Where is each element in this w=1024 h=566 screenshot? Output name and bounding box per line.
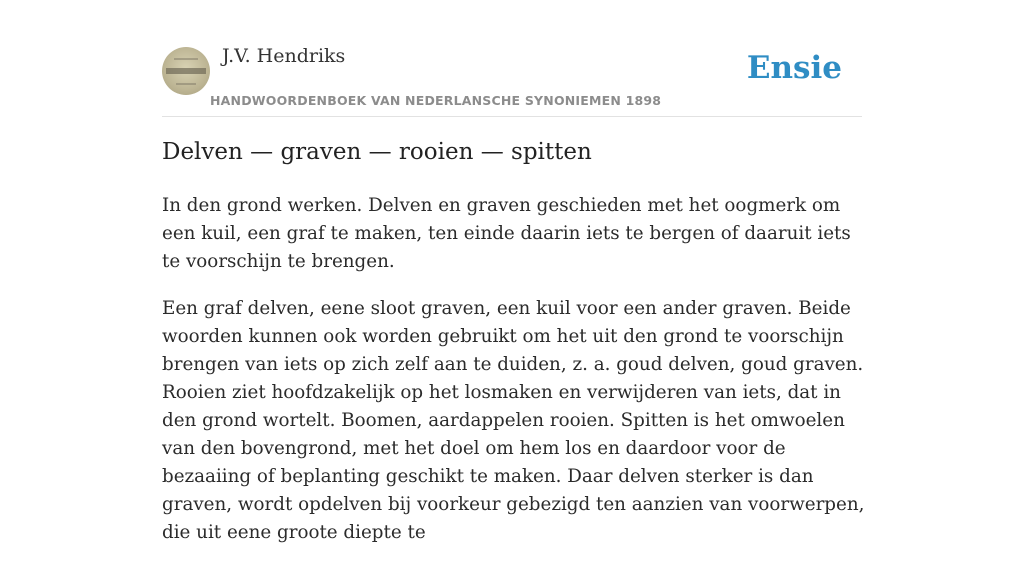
entry-paragraph: Een graf delven, eene sloot graven, een kuil voor een ander graven. Beide woorden kunnen ook worden gebruikt om het uit den grond te voorschijn brengen van iets op zich zelf aan te duiden, z. a. goud delven, goud graven. Rooien ziet hoofdzakelijk op het losmaken en verwijderen van iets, dat in den grond wortelt. Boomen, aardappelen rooien. Spitten is het omwoelen van den bovengrond, met het doel om hem los en daardoor voor de bezaaiing of beplanting geschikt te maken. Daar delven sterker is dan graven, wordt opdelven bij voorkeur gebezigd ten aanzien van voorwerpen, die uit eene groote diepte te xyxy=(162,298,865,543)
entry-body xyxy=(162,192,866,566)
book-cover-avatar[interactable] xyxy=(162,47,210,95)
entry-title: Delven — graven — rooien — spitten xyxy=(162,139,592,165)
author-name[interactable]: J.V. Hendriks xyxy=(222,45,346,67)
book-title[interactable]: HANDWOORDENBOEK VAN NEDERLANSCHE SYNONIEMEN 1898 xyxy=(210,93,662,108)
ensie-logo[interactable]: Ensie xyxy=(746,50,842,86)
cover-line-decoration xyxy=(174,58,198,60)
cover-line-decoration xyxy=(176,83,196,85)
entry-paragraph: In den grond werken. Delven en graven geschieden met het oogmerk om een kuil, een graf te maken, ten einde daarin iets te bergen of daaruit iets te voorschijn te brengen. xyxy=(162,195,851,272)
page-header xyxy=(162,0,862,117)
cover-band-decoration xyxy=(166,68,206,74)
